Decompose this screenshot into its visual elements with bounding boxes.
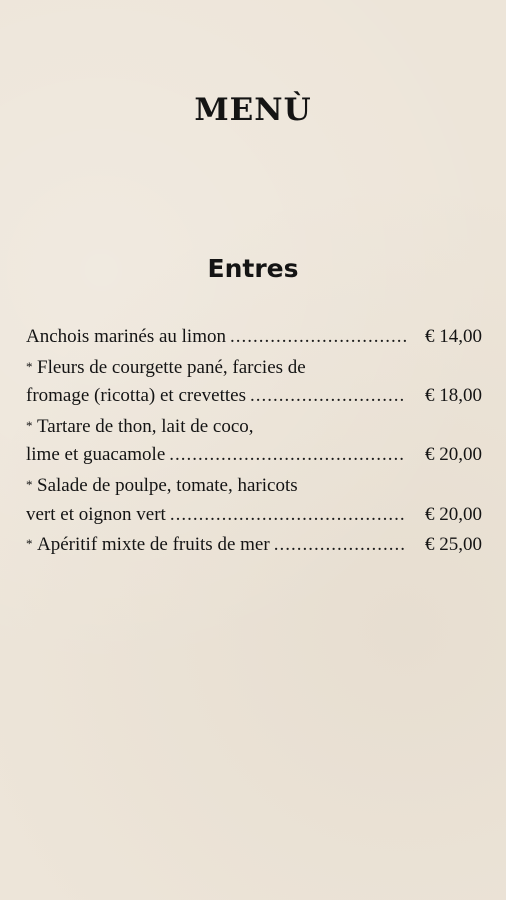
menu-item-name-cont: fromage (ricotta) et crevettes (26, 385, 246, 407)
dot-leader (170, 500, 406, 530)
menu-item-line (26, 322, 482, 352)
menu-item-name: Salade de poulpe, tomate, haricots (37, 474, 298, 496)
menu-item-name-cont: lime et guacamole (26, 444, 166, 466)
menu-item-name: Tartare de thon, lait de coco, (37, 415, 254, 437)
dot-leader (250, 381, 406, 411)
menu-item-line (26, 381, 482, 411)
bullet-icon: * (26, 536, 33, 552)
menu-item-line (26, 470, 482, 500)
menu-item-price: € 25,00 (425, 534, 482, 556)
dot-leader (169, 440, 406, 470)
menu-item-name: Fleurs de courgette pané, farcies de (37, 356, 306, 378)
bullet-icon: * (26, 358, 33, 374)
bullet-icon: * (26, 476, 33, 492)
section-title: Entres (207, 254, 299, 283)
menu-item-price: € 18,00 (425, 385, 482, 407)
menu-item-line (26, 529, 482, 559)
menu-item-line (26, 440, 482, 470)
menu-items (26, 322, 482, 559)
menu-title: MENÙ (194, 92, 312, 128)
menu-item-name-cont: vert et oignon vert (26, 503, 166, 525)
menu-item-price: € 20,00 (425, 503, 482, 525)
menu-item-line (26, 500, 482, 530)
dot-leader (230, 322, 406, 352)
menu-item-price: € 14,00 (425, 326, 482, 347)
bullet-icon: * (26, 417, 33, 433)
menu-item-line (26, 352, 482, 382)
menu-item-name: Anchois marinés au limon (26, 326, 226, 347)
dot-leader (274, 530, 406, 560)
menu-item-price: € 20,00 (425, 444, 482, 466)
menu-item-line (26, 411, 482, 441)
menu-item-name: Apéritif mixte de fruits de mer (37, 534, 270, 556)
